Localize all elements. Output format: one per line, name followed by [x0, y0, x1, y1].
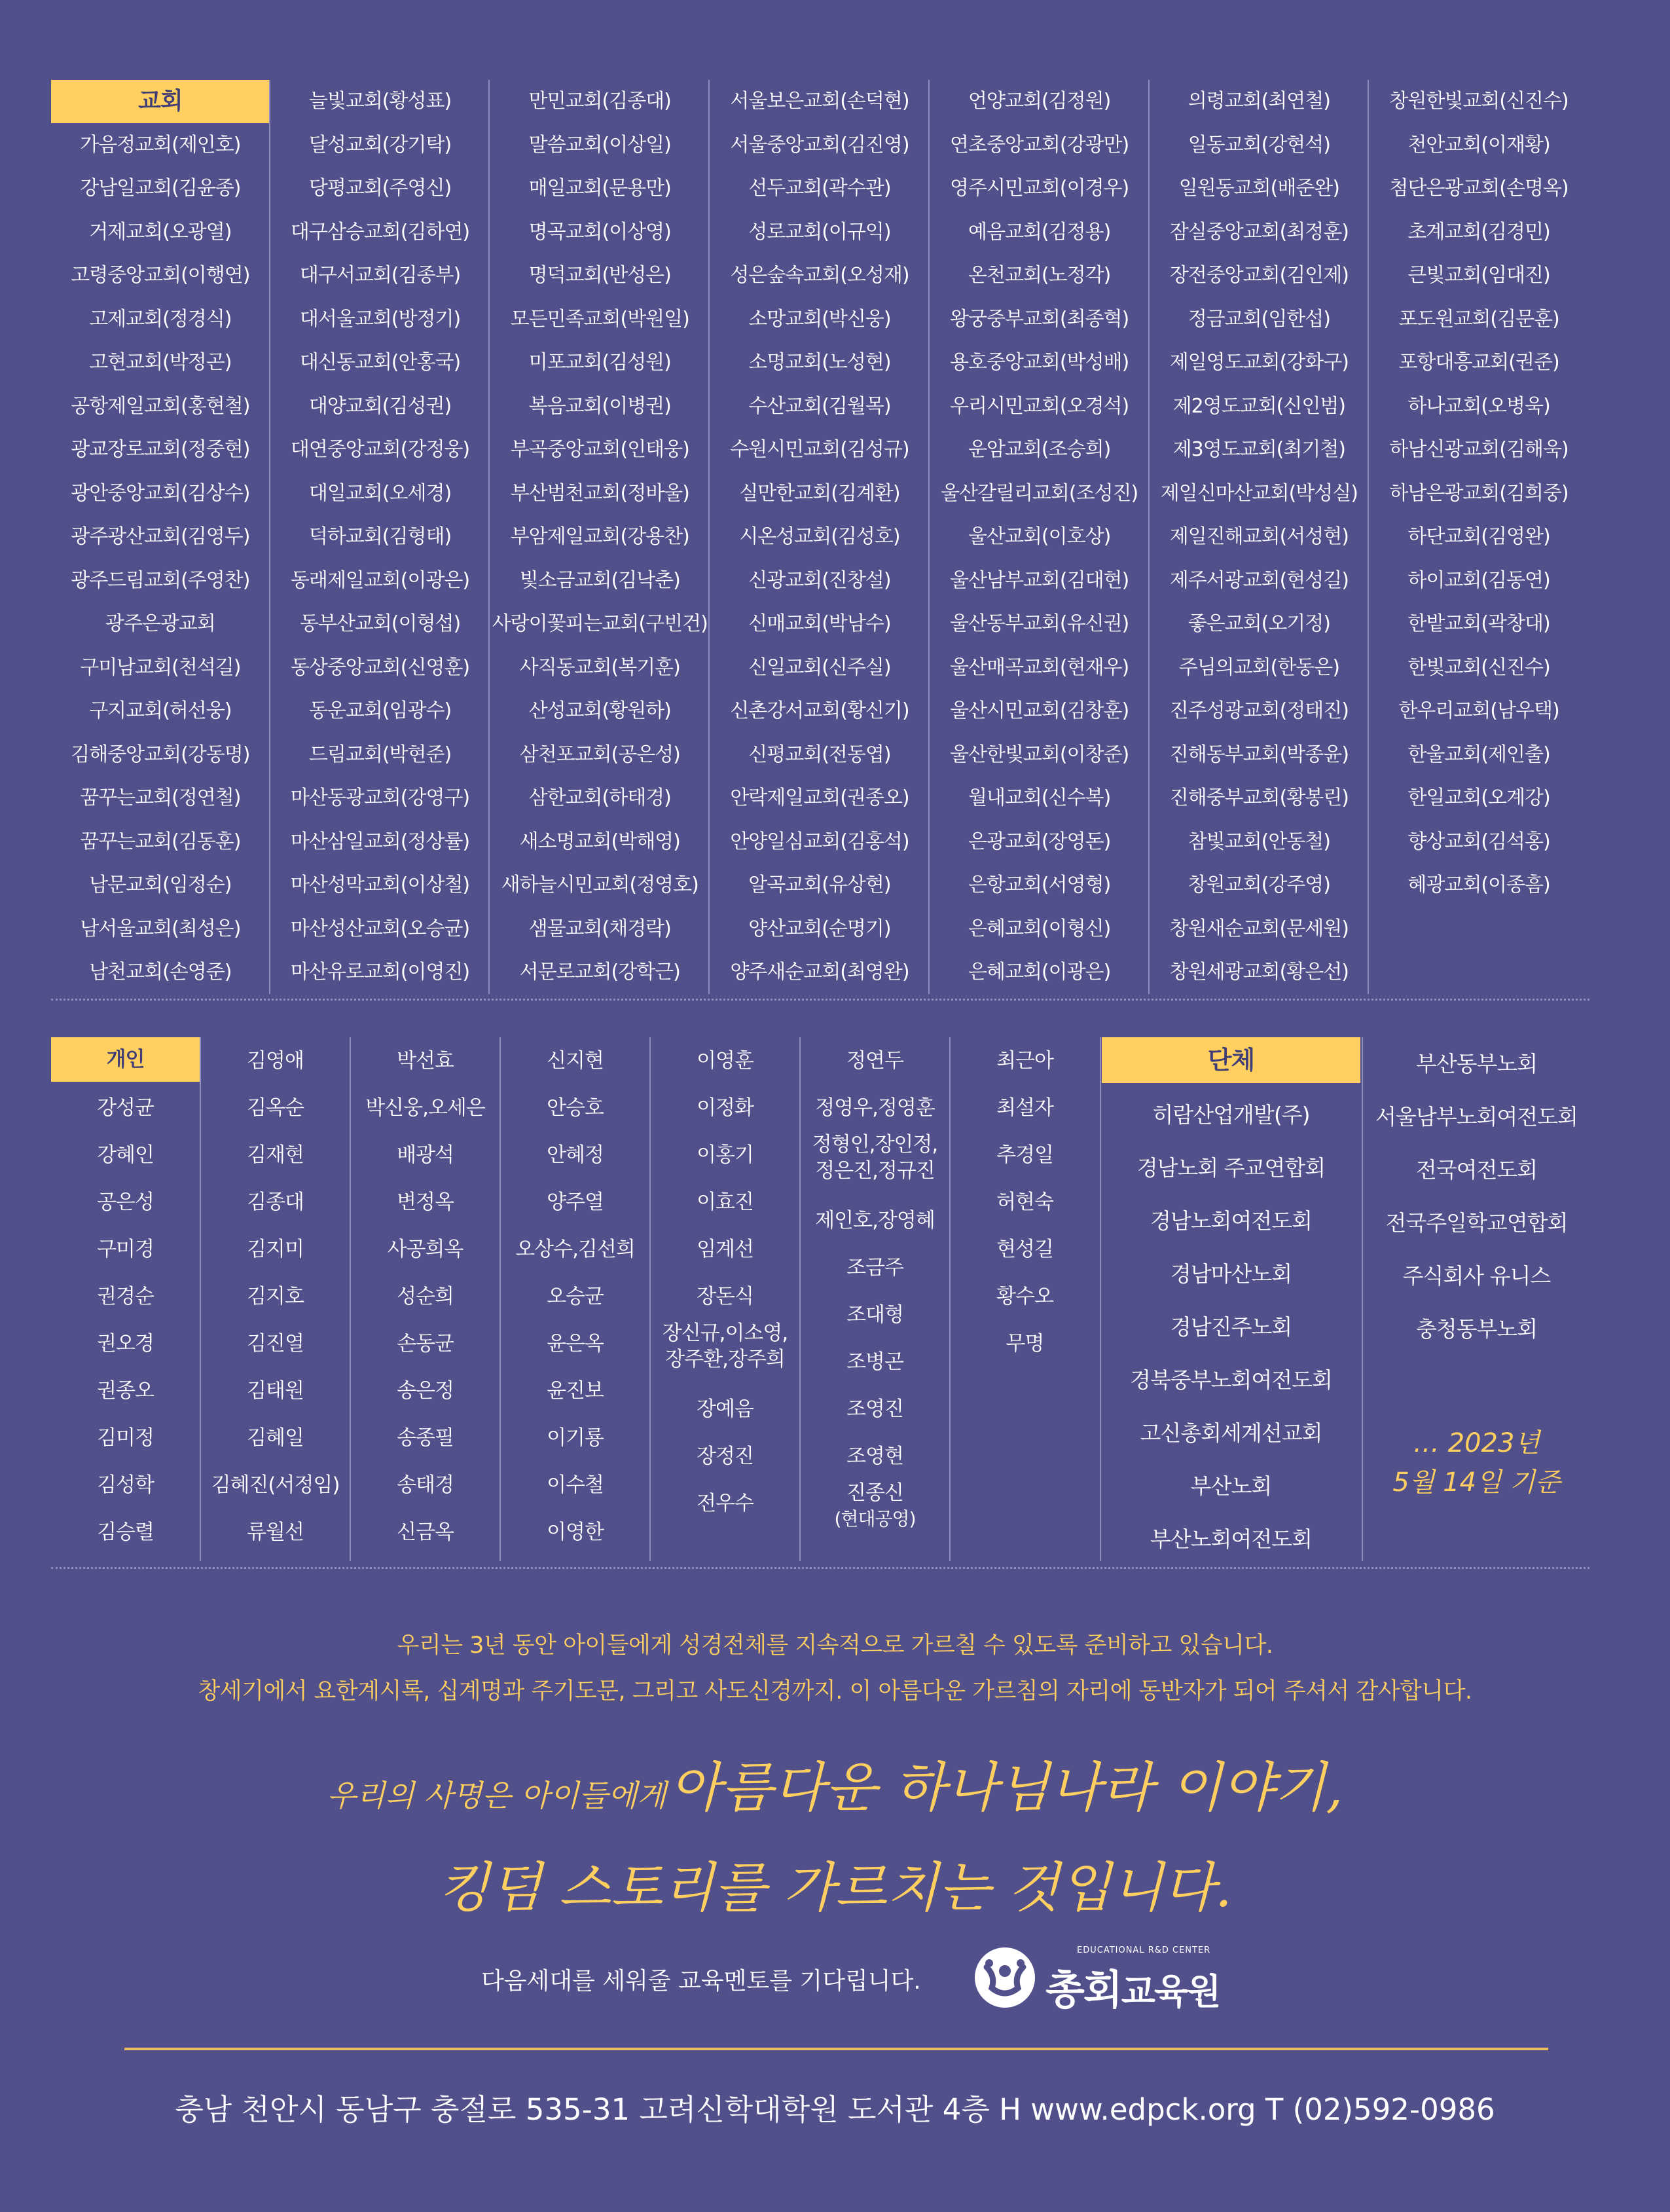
- church-name: 명곡교회(이상영): [528, 220, 671, 244]
- column-divider: [499, 1037, 501, 1561]
- church-name: 달성교회(강기탁): [308, 133, 452, 157]
- church-column-7: [1370, 80, 1588, 994]
- individual-name: 류월선: [247, 1521, 304, 1544]
- church-name: 제일진해교회(서성현): [1169, 525, 1349, 548]
- church-name: 안락제일교회(권종오): [730, 786, 909, 809]
- individual-name: 김미정: [97, 1426, 154, 1450]
- individual-name: 변정옥: [397, 1190, 454, 1214]
- individual-name: 이수철: [547, 1473, 604, 1497]
- individual-name: 송은정: [397, 1379, 454, 1403]
- church-name: 한일교회(오계강): [1407, 786, 1550, 809]
- church-name: 마산동광교회(강영구): [290, 786, 470, 809]
- church-name: 신매교회(박남수): [748, 612, 891, 635]
- section-divider: [51, 1567, 1589, 1569]
- church-name: 마산삼일교회(정상률): [290, 830, 470, 853]
- church-name: 영주시민교회(이경우): [950, 177, 1129, 200]
- church-name: 강남일교회(김윤종): [80, 177, 241, 200]
- church-name: 창원새순교회(문세원): [1169, 917, 1349, 940]
- church-name: 신촌강서교회(황신기): [730, 699, 909, 722]
- date-note: [1364, 1424, 1589, 1502]
- church-name: 소명교회(노성현): [748, 351, 891, 374]
- church-name: 만민교회(김종대): [528, 90, 671, 113]
- church-name: 진해중부교회(황봉린): [1169, 786, 1349, 809]
- group-name: 부산노회여전도회: [1150, 1526, 1313, 1552]
- group-name: 부산동부노회: [1415, 1051, 1538, 1077]
- individual-column-4: [501, 1037, 649, 1561]
- church-name: 고제교회(정경식): [89, 307, 232, 331]
- group-column-2: [1364, 1037, 1589, 1561]
- individual-name: 조병곤: [846, 1350, 903, 1374]
- church-name: 은항교회(서영형): [968, 874, 1111, 896]
- church-name: 서울보은교회(손덕현): [730, 90, 909, 113]
- individual-name: 이영한: [547, 1521, 604, 1544]
- individual-name-part: 장주환,장주희: [665, 1348, 785, 1371]
- church-name: 김해중앙교회(강동명): [71, 743, 250, 766]
- individual-name: 추경일: [996, 1143, 1053, 1167]
- column-divider: [488, 80, 490, 994]
- logo-name-rest: 교육원: [1121, 1971, 1220, 2012]
- church-column-2: [271, 80, 490, 994]
- church-name: 수산교회(김월목): [748, 394, 891, 418]
- church-name: 대일교회(오세경): [308, 481, 452, 505]
- group-name: 전국주일학교연합회: [1385, 1210, 1568, 1236]
- church-name: 하나교회(오병욱): [1407, 394, 1550, 418]
- column-divider: [350, 1037, 351, 1561]
- individual-name: 황수오: [996, 1285, 1053, 1308]
- individual-name: 권종오: [97, 1379, 154, 1403]
- individual-name: 장정진: [697, 1445, 753, 1468]
- church-name: 실만한교회(김계환): [739, 481, 900, 505]
- church-name: 삼한교회(하태경): [528, 786, 671, 809]
- church-name: 천안교회(이재황): [1407, 133, 1550, 157]
- church-name: 잠실중앙교회(최정훈): [1169, 220, 1349, 244]
- church-name: 남문교회(임정순): [89, 874, 232, 896]
- individual-name: 정영우,정영훈: [815, 1096, 935, 1120]
- church-column-1: [51, 80, 270, 994]
- church-name: 늘빛교회(황성표): [308, 90, 452, 113]
- org-logo: [972, 1942, 1234, 2014]
- individual-name: 김성학: [97, 1473, 154, 1497]
- individual-name: 성순희: [397, 1285, 454, 1308]
- church-name: 매일교회(문용만): [528, 177, 671, 200]
- column-divider: [200, 1037, 201, 1561]
- church-name: 성은숲속교회(오성재): [730, 264, 909, 287]
- individual-name: 양주열: [547, 1190, 604, 1214]
- church-name: 신평교회(전동엽): [748, 743, 891, 766]
- individual-name: 조영진: [846, 1397, 903, 1421]
- individual-column-5: [651, 1037, 799, 1561]
- church-name: 용호중앙교회(박성배): [950, 351, 1129, 374]
- church-name: 당평교회(주영신): [308, 177, 452, 200]
- individual-name: 김지미: [247, 1238, 304, 1261]
- church-name: 온천교회(노정각): [968, 264, 1111, 287]
- individual-name: 오승균: [547, 1285, 604, 1308]
- individual-name: 김승렬: [97, 1521, 154, 1544]
- church-name: 우리시민교회(오경석): [950, 394, 1129, 418]
- church-column-4: [710, 80, 929, 994]
- church-name: 산성교회(황원하): [528, 699, 671, 722]
- church-name: 동상중앙교회(신영훈): [290, 655, 470, 679]
- individual-name: 이기룡: [547, 1426, 604, 1450]
- closing-text: 다음세대를 세워줄 교육멘토를 기다립니다.: [481, 1968, 921, 1995]
- church-name: 서문로교회(강학근): [519, 961, 680, 984]
- individual-column-7: [951, 1037, 1099, 1561]
- column-divider: [1362, 1037, 1363, 1561]
- individual-name: 신지현: [547, 1049, 604, 1073]
- church-name: 울산매곡교회(현재우): [950, 655, 1129, 679]
- individual-name: 조영현: [846, 1445, 903, 1468]
- individual-name: 이정화: [697, 1096, 753, 1120]
- individual-name: 이홍기: [697, 1143, 753, 1167]
- church-name: 창원한빛교회(신진수): [1389, 90, 1569, 113]
- group-name: 경남마산노회: [1170, 1261, 1292, 1287]
- church-name: 제2영도교회(신인범): [1172, 394, 1346, 418]
- church-name: 울산한빛교회(이창준): [950, 743, 1129, 766]
- church-name: 왕궁중부교회(최종혁): [950, 307, 1129, 331]
- individual-name-part: 장신규,이소영,: [662, 1321, 788, 1345]
- church-name: 제3영도교회(최기철): [1172, 438, 1346, 461]
- church-name: 명덕교회(반성은): [528, 264, 671, 287]
- church-name: 새하늘시민교회(정영호): [501, 874, 699, 896]
- individual-name-part: (현대공영): [834, 1508, 916, 1530]
- group-name: 전국여전도회: [1415, 1157, 1538, 1183]
- church-name: 새소명교회(박해영): [519, 830, 680, 853]
- church-name: 마산성산교회(오승균): [290, 917, 470, 940]
- church-name: 대서울교회(방정기): [299, 307, 461, 331]
- individual-name: 안승호: [547, 1096, 604, 1120]
- church-name: 주님의교회(한동은): [1178, 655, 1339, 679]
- mission-script-line-2: 킹덤 스토리를 가르치는 것입니다.: [437, 1857, 1233, 1919]
- church-name: 공항제일교회(홍현철): [71, 394, 250, 418]
- church-name: 정금교회(임한섭): [1188, 307, 1330, 331]
- church-name: 대구서교회(김종부): [299, 264, 461, 287]
- church-name: 시온성교회(김성호): [739, 525, 900, 548]
- message-line-2: 창세기에서 요한계시록, 십계명과 주기도문, 그리고 사도신경까지. 이 아름다운 가르침의 자리에 동반자가 되어 주셔서 감사합니다.: [198, 1678, 1472, 1705]
- church-name: 진주성광교회(정태진): [1169, 699, 1349, 722]
- individual-name: 구미경: [97, 1238, 154, 1261]
- column-divider: [928, 80, 930, 994]
- church-name: 선두교회(곽수관): [748, 177, 891, 200]
- column-divider: [649, 1037, 651, 1561]
- church-name: 양산교회(순명기): [748, 917, 891, 940]
- column-divider: [269, 80, 270, 994]
- church-name: 진해동부교회(박종윤): [1169, 743, 1349, 766]
- church-name: 울산갈릴리교회(조성진): [941, 481, 1138, 505]
- individual-name-part: 정형인,장인정,: [812, 1133, 938, 1156]
- individual-name: 송태경: [397, 1473, 454, 1497]
- individual-name: 김지호: [247, 1285, 304, 1308]
- church-name: 한우리교회(남우택): [1398, 699, 1559, 722]
- church-name: 소망교회(박신웅): [748, 307, 891, 331]
- column-divider: [708, 80, 710, 994]
- mission-script-line-1: [0, 1745, 1670, 1822]
- church-name: 하단교회(김영완): [1407, 525, 1550, 548]
- column-divider: [1368, 80, 1369, 994]
- church-name: 빛소금교회(김낙춘): [519, 568, 680, 592]
- individual-header: 개인: [51, 1037, 200, 1082]
- church-name: 참빛교회(안동철): [1188, 830, 1330, 853]
- individual-name: 사공희옥: [387, 1238, 463, 1261]
- individual-name: 김영애: [247, 1049, 304, 1073]
- mission-script-big: 아름다운 하나님나라 이야기,: [669, 1757, 1343, 1819]
- church-name: 남서울교회(최성은): [80, 917, 241, 940]
- individual-name: 김진열: [247, 1332, 304, 1355]
- church-name: 덕하교회(김형태): [308, 525, 452, 548]
- church-name: 알곡교회(유상현): [748, 874, 891, 896]
- individual-name: 권오경: [97, 1332, 154, 1355]
- individual-name: 윤은옥: [547, 1332, 604, 1355]
- church-name: 울산교회(이호상): [968, 525, 1111, 548]
- church-name: 광주은광교회: [105, 612, 215, 635]
- logo-emblem-icon: [972, 1945, 1038, 2010]
- church-name: 하이교회(김동연): [1407, 568, 1550, 592]
- church-name: 복음교회(이병권): [528, 394, 671, 418]
- church-name: 샘물교회(채경락): [528, 917, 671, 940]
- individual-name: 송종필: [397, 1426, 454, 1450]
- individual-name: 강성균: [97, 1096, 154, 1120]
- church-name: 안양일심교회(김홍석): [730, 830, 909, 853]
- church-name: 사랑이꽃피는교회(구빈건): [492, 612, 708, 635]
- footer-address: 충남 천안시 동남구 충절로 535-31 고려신학대학원 도서관 4층 H www.edpck.org T (02)592-0986: [175, 2092, 1495, 2127]
- church-name: 사직동교회(복기훈): [519, 655, 680, 679]
- group-name: 충청동부노회: [1415, 1316, 1538, 1342]
- church-name: 은혜교회(이광은): [968, 961, 1111, 984]
- individual-name: 제인호,장영혜: [815, 1209, 935, 1232]
- group-name: 경북중부노회여전도회: [1130, 1367, 1332, 1393]
- church-name: 동부산교회(이형섭): [299, 612, 461, 635]
- church-name: 혜광교회(이종흠): [1407, 874, 1550, 896]
- individual-name: 배광석: [397, 1143, 454, 1167]
- date-note-line2: 5월 14일 기준: [1392, 1467, 1561, 1498]
- date-note-line1: … 2023년: [1413, 1428, 1540, 1458]
- individual-name: 장예음: [697, 1397, 753, 1421]
- individual-name: 이영훈: [697, 1049, 753, 1073]
- column-divider: [1100, 1037, 1101, 1561]
- individual-name: 현성길: [996, 1238, 1053, 1261]
- individual-donor-list: [51, 1037, 1100, 1561]
- group-column-1: [1102, 1037, 1360, 1561]
- logo-subtitle: EDUCATIONAL R&D CENTER: [1077, 1945, 1211, 1955]
- individual-name: [801, 1132, 949, 1194]
- church-name: 드림교회(박현준): [308, 743, 452, 766]
- church-name: 창원교회(강주영): [1188, 874, 1330, 896]
- individual-column-2: [201, 1037, 350, 1561]
- church-name: 의령교회(최연철): [1188, 90, 1330, 113]
- church-name: 하남은광교회(김희중): [1389, 481, 1569, 505]
- church-name: 첨단은광교회(손명옥): [1389, 177, 1569, 200]
- individual-name: 김재현: [247, 1143, 304, 1167]
- church-name: 꿈꾸는교회(김동훈): [80, 830, 241, 853]
- individual-name: 조금주: [846, 1256, 903, 1280]
- individual-name: 장돈식: [697, 1285, 753, 1308]
- church-name: 대구삼승교회(김하연): [290, 220, 470, 244]
- individual-name: 윤진보: [547, 1379, 604, 1403]
- individual-name: 공은성: [97, 1190, 154, 1214]
- individual-column-3: [351, 1037, 499, 1561]
- church-name: 한울교회(제인출): [1407, 743, 1550, 766]
- church-name: 양주새순교회(최영완): [730, 961, 909, 984]
- footer-divider: [124, 2048, 1548, 2050]
- church-name: 예음교회(김정용): [968, 220, 1111, 244]
- individual-name: 박신웅,오세은: [365, 1096, 485, 1120]
- church-name: 초계교회(김경민): [1407, 220, 1550, 244]
- group-name: 서울남부노회여전도회: [1375, 1104, 1578, 1130]
- church-name: 대연중앙교회(강정웅): [290, 438, 470, 461]
- group-name: 고신총회세계선교회: [1140, 1420, 1322, 1446]
- church-name: 거제교회(오광열): [89, 220, 232, 244]
- church-name: 한밭교회(곽창대): [1407, 612, 1550, 635]
- church-name: 마산유로교회(이영진): [290, 961, 470, 984]
- church-name: 울산시민교회(김창훈): [950, 699, 1129, 722]
- church-name: 삼천포교회(공은성): [519, 743, 680, 766]
- individual-name: 김혜진(서정임): [211, 1473, 340, 1497]
- individual-name: 박선효: [397, 1049, 454, 1073]
- church-column-5: [930, 80, 1149, 994]
- church-name: 구미남교회(천석길): [80, 655, 241, 679]
- church-column-6: [1150, 80, 1369, 994]
- mission-script-small: 우리의 사명은 아이들에게: [327, 1778, 666, 1813]
- individual-name-part: 정은진,정규진: [815, 1159, 935, 1183]
- church-name: 남천교회(손영준): [89, 961, 232, 984]
- church-name: 은광교회(장영돈): [968, 830, 1111, 853]
- church-name: 동운교회(임광수): [308, 699, 452, 722]
- church-name: 운암교회(조승희): [968, 438, 1111, 461]
- group-name: 경남진주노회: [1170, 1314, 1292, 1340]
- group-name: 주식회사 유니스: [1402, 1263, 1551, 1289]
- individual-name: 이효진: [697, 1190, 753, 1214]
- logo-name-bold: 총회: [1045, 1966, 1121, 2014]
- church-name: 포항대흥교회(권준): [1398, 351, 1559, 374]
- church-donor-list: [51, 80, 1589, 994]
- individual-name: 김태원: [247, 1379, 304, 1403]
- group-header: 단체: [1102, 1037, 1360, 1083]
- individual-name: 강혜인: [97, 1143, 154, 1167]
- church-name: 일원동교회(배준완): [1178, 177, 1339, 200]
- church-name: 장전중앙교회(김인제): [1169, 264, 1349, 287]
- individual-name: 김혜일: [247, 1426, 304, 1450]
- church-name: 모든민족교회(박원일): [510, 307, 689, 331]
- church-name: 연초중앙교회(강광만): [950, 133, 1129, 157]
- logo-name: [1045, 1957, 1220, 2016]
- individual-name: 무명: [1006, 1332, 1044, 1355]
- church-name: 광안중앙교회(김상수): [71, 481, 250, 505]
- church-name: 성로교회(이규익): [748, 220, 891, 244]
- church-name: 제일신마산교회(박성실): [1160, 481, 1358, 505]
- message-line-1: 우리는 3년 동안 아이들에게 성경전체를 지속적으로 가르칠 수 있도록 준비하고 있습니다.: [397, 1632, 1273, 1659]
- individual-name: 안혜정: [547, 1143, 604, 1167]
- church-name: 꿈꾸는교회(정연철): [80, 786, 241, 809]
- church-name: 일동교회(강현석): [1188, 133, 1330, 157]
- church-header: 교회: [51, 80, 270, 123]
- individual-name: 조대형: [846, 1303, 903, 1327]
- church-name: 큰빛교회(임대진): [1407, 264, 1550, 287]
- church-name: 서울중앙교회(김진영): [730, 133, 909, 157]
- individual-name: 최근아: [996, 1049, 1053, 1073]
- column-divider: [949, 1037, 951, 1561]
- individual-name: 신금옥: [397, 1521, 454, 1544]
- church-name: 신일교회(신주실): [748, 655, 891, 679]
- group-donor-list: [1102, 1037, 1589, 1561]
- column-divider: [1148, 80, 1150, 994]
- individual-column-6: [801, 1037, 949, 1561]
- church-name: 고령중앙교회(이행연): [71, 264, 250, 287]
- church-name: 포도원교회(김문훈): [1398, 307, 1559, 331]
- church-name: 광주광산교회(김영두): [71, 525, 250, 548]
- individual-name-part: 진종신: [846, 1481, 903, 1505]
- church-name: 가음정교회(제인호): [80, 133, 241, 157]
- church-name: 동래제일교회(이광은): [290, 568, 470, 592]
- church-name: 울산남부교회(김대현): [950, 568, 1129, 592]
- individual-name: [651, 1320, 799, 1383]
- church-name: 신광교회(진창설): [748, 568, 891, 592]
- individual-name: [801, 1480, 949, 1543]
- group-name: 히람산업개발(주): [1152, 1102, 1310, 1128]
- church-name: 수원시민교회(김성규): [730, 438, 909, 461]
- group-name: 경남노회 주교연합회: [1136, 1155, 1326, 1181]
- church-column-3: [490, 80, 709, 994]
- individual-name: 오상수,김선희: [515, 1238, 635, 1261]
- church-name: 제주서광교회(현성길): [1169, 568, 1349, 592]
- church-name: 한빛교회(신진수): [1407, 655, 1550, 679]
- individual-name: 허현숙: [996, 1190, 1053, 1214]
- church-name: 언양교회(김정원): [968, 90, 1111, 113]
- church-name: 대양교회(김성권): [308, 394, 452, 418]
- column-divider: [799, 1037, 801, 1561]
- group-name: 경남노회여전도회: [1150, 1208, 1313, 1234]
- church-name: 좋은교회(오기정): [1188, 612, 1330, 635]
- section-divider: [51, 999, 1589, 1001]
- church-name: 하남신광교회(김해욱): [1389, 438, 1569, 461]
- individual-name: 손동균: [397, 1332, 454, 1355]
- individual-name: 김종대: [247, 1190, 304, 1214]
- church-name: 광주드림교회(주영찬): [71, 568, 250, 592]
- church-name: 미포교회(김성원): [528, 351, 671, 374]
- group-name: 부산노회: [1190, 1473, 1272, 1499]
- church-name: 구지교회(허선웅): [89, 699, 232, 722]
- church-name: 제일영도교회(강화구): [1169, 351, 1349, 374]
- individual-column-1: [51, 1037, 200, 1561]
- church-name: 부곡중앙교회(인태웅): [510, 438, 689, 461]
- church-name: 부산범천교회(정바울): [510, 481, 689, 505]
- church-name: 고현교회(박정곤): [89, 351, 232, 374]
- church-name: 광교장로교회(정중현): [71, 438, 250, 461]
- church-name: 향상교회(김석홍): [1407, 830, 1550, 853]
- church-name: 마산성막교회(이상철): [290, 874, 470, 896]
- church-name: 대신동교회(안홍국): [299, 351, 461, 374]
- church-name: 창원세광교회(황은선): [1169, 961, 1349, 984]
- church-name: 울산동부교회(유신권): [950, 612, 1129, 635]
- individual-name: 임계선: [697, 1238, 753, 1261]
- individual-name: 최설자: [996, 1096, 1053, 1120]
- church-name: 말씀교회(이상일): [528, 133, 671, 157]
- individual-name: 권경순: [97, 1285, 154, 1308]
- church-name: 월내교회(신수복): [968, 786, 1111, 809]
- church-name: 부암제일교회(강용찬): [510, 525, 689, 548]
- church-name: 은혜교회(이형신): [968, 917, 1111, 940]
- individual-name: 전우수: [697, 1492, 753, 1515]
- individual-name: 김옥순: [247, 1096, 304, 1120]
- individual-name: 정연두: [846, 1049, 903, 1073]
